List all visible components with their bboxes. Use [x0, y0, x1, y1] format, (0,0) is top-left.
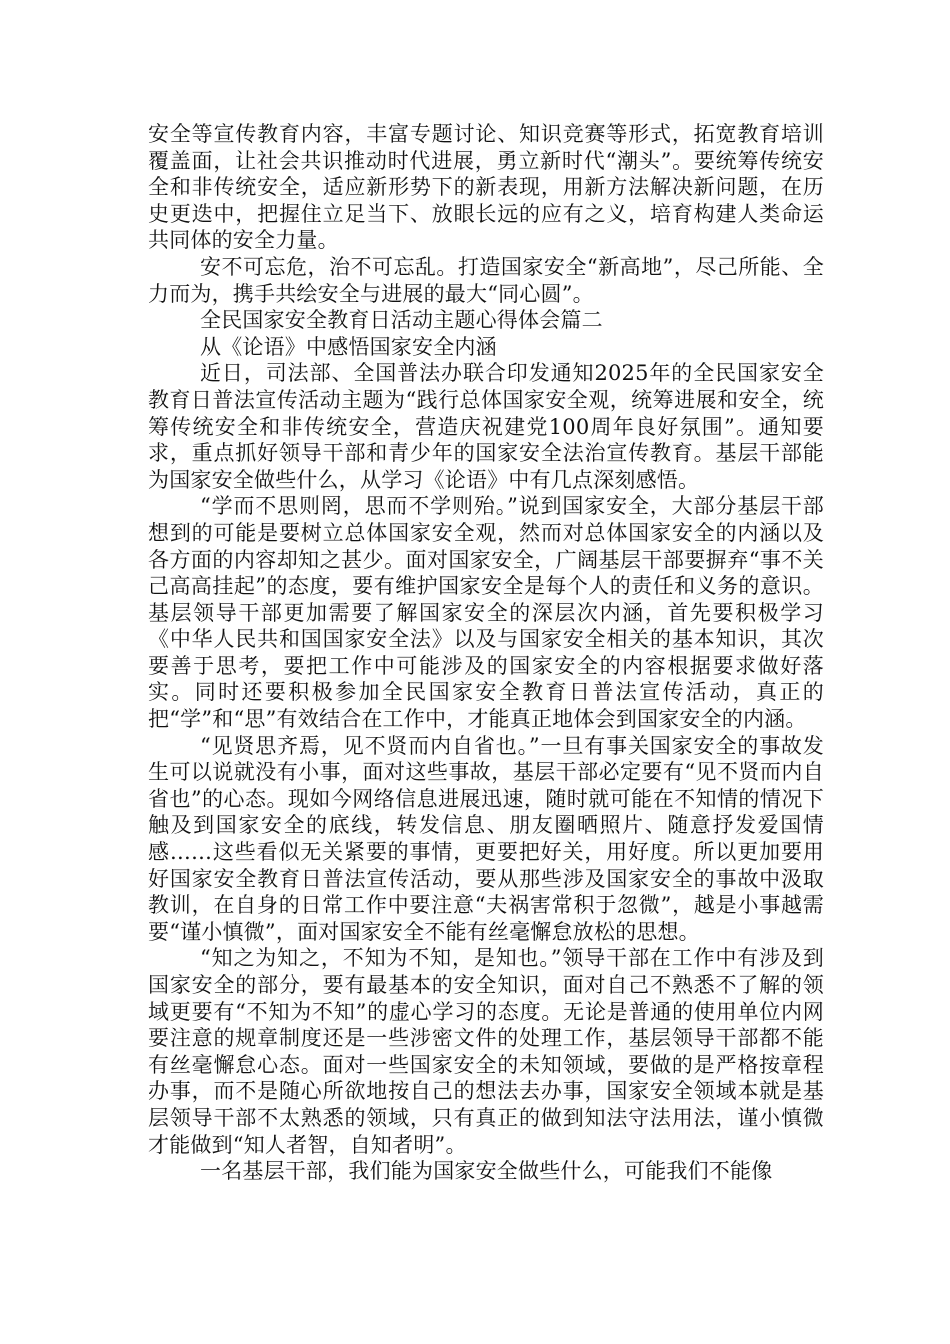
paragraph-final: 一名基层干部，我们能为国家安全做些什么，可能我们不能像: [200, 1159, 773, 1184]
paragraph-continuation: 安全等宣传教育内容，丰富专题讨论、知识竞赛等形式，拓宽教育培训覆盖面，让社会共识推动时代进展，勇立新时代“潮头”。要统筹传统安全和非传统安全，适应新形势下的新表现，用新方法解决新问题，在历史更迭中，把握住立足当下、放眼长远的应有之义，培育构建人类命运共同体的安全力量。: [148, 122, 824, 253]
paragraph-learning: “学而不思则罔，思而不学则殆。”说到国家安全，大部分基层干部想到的可能是要树立总体国家安全观，然而对总体国家安全的内涵以及各方面的内容却知之甚少。面对国家安全，广阔基层干部要摒弃“事不关己高高挂起”的态度，要有维护国家安全是每个人的责任和义务的意识。基层领导干部更加需要了解国家安全的深层次内涵，首先要积极学习《中华人民共和国国家安全法》以及与国家安全相关的基本知识，其次要善于思考，要把工作中可能涉及的国家安全的内容根据要求做好落实。同时还要积极参加全民国家安全教育日普法宣传活动，真正的把“学”和“思”有效结合在工作中，才能真正地体会到国家安全的内涵。: [148, 494, 824, 732]
section-subtitle: 从《论语》中感悟国家安全内涵: [200, 334, 497, 359]
paragraph-closing: 安不可忘危，治不可忘乱。打造国家安全“新高地”，尽己所能、全力而为，携手共绘安全与进展的最大“同心圆”。: [148, 254, 824, 306]
paragraph-knowledge: “知之为知之，不知为不知，是知也。”领导干部在工作中有涉及到国家安全的部分，要有最基本的安全知识，面对自己不熟悉不了解的领域更要有“不知为不知”的虚心学习的态度。无论是普通的使用单位内网要注意的规章制度还是一些涉密文件的处理工作，基层领导干部都不能有丝毫懈怠心态。面对一些国家安全的未知领域，要做的是严格按章程办事，而不是随心所欲地按自己的想法去办事，国家安全领域本就是基层领导干部不太熟悉的领域，只有真正的做到知法守法用法，谨小慎微才能做到“知人者智，自知者明”。: [148, 946, 824, 1157]
paragraph-reflection: “见贤思齐焉，见不贤而内自省也。”一旦有事关国家安全的事故发生可以说就没有小事，面对这些事故，基层干部必定要有“见不贤而内自省也”的心态。现如今网络信息进展迅速，随时就可能在不知情的情况下触及到国家安全的底线，转发信息、朋友圈晒照片、随意抒发爱国情感……这些看似无关紧要的事情，更要把好关，用好度。所以更加要用好国家安全教育日普法宣传活动，要从那些涉及国家安全的事故中汲取教训，在自身的日常工作中要注意“夫祸害常积于忽微”，越是小事越需要“谨小慎微”，面对国家安全不能有丝毫懈怠放松的思想。: [148, 733, 824, 944]
document-body: [148, 121, 824, 1185]
paragraph-intro: 近日，司法部、全国普法办联合印发通知2025年的全民国家安全教育日普法宣传活动主题为“践行总体国家安全观，统筹进展和安全，统筹传统安全和非传统安全，营造庆祝建党100周年良好氛围”。通知要求，重点抓好领导干部和青少年的国家安全法治宣传教育。基层干部能为国家安全做些什么，从学习《论语》中有几点深刻感悟。: [148, 361, 824, 492]
section-heading: 全民国家安全教育日活动主题心得体会篇二: [200, 308, 603, 333]
